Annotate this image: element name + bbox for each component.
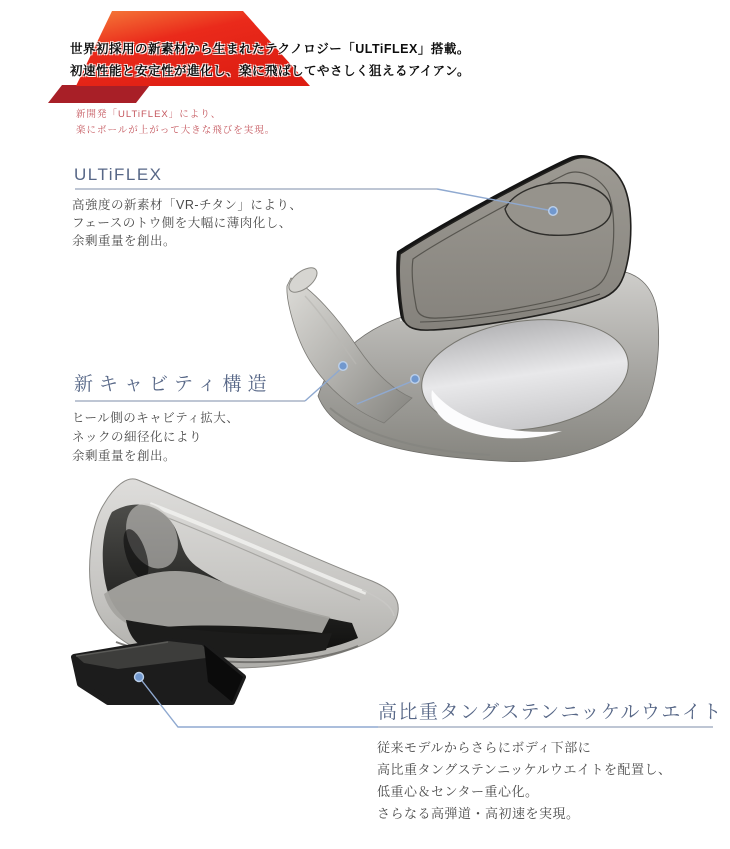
section-title-ultiflex: ULTiFLEX bbox=[74, 165, 163, 184]
section3-line-3: 低重心＆センター重心化。 bbox=[377, 784, 539, 799]
section3-line-1: 従来モデルからさらにボディ下部に bbox=[377, 740, 592, 755]
ultiflex-callout-dot bbox=[549, 207, 558, 216]
club-body bbox=[285, 263, 659, 461]
inner-sole-highlight bbox=[432, 390, 563, 438]
cavity-opening bbox=[414, 307, 635, 443]
ultiflex-leader-line bbox=[437, 189, 553, 211]
section1-line-2: フェースのトウ側を大幅に薄肉化し、 bbox=[72, 216, 292, 230]
banner-line-1: 世界初採用の新素材から生まれたテクノロジー「ULTiFLEX」搭載。 bbox=[70, 42, 470, 56]
hosel bbox=[287, 278, 412, 423]
intro-line-1: 新開発「ULTiFLEX」により、 bbox=[76, 109, 222, 120]
face-plate bbox=[396, 155, 631, 330]
section-title-new-cavity: 新キャビティ構造 bbox=[74, 374, 273, 395]
cavity-leader-line-cavity bbox=[357, 380, 415, 404]
diamond-marks bbox=[549, 276, 581, 287]
face-inset-line bbox=[412, 172, 614, 318]
cavity-callout-dot bbox=[411, 375, 420, 384]
section1-line-3: 余剰重量を創出。 bbox=[72, 234, 177, 248]
weight-callout-dot bbox=[135, 673, 144, 682]
hosel-cut-end bbox=[285, 263, 321, 297]
sole-step bbox=[104, 571, 330, 633]
bottom-club-illustration bbox=[0, 470, 730, 770]
toe-thin-zone bbox=[505, 183, 611, 236]
section-title-tungsten-weight: 高比重タングステンニッケルウエイト bbox=[378, 702, 723, 723]
section2-line-1: ヒール側のキャビティ拡大、 bbox=[72, 411, 240, 425]
intro-line-2: 楽にボールが上がって大きな飛びを実現。 bbox=[76, 125, 276, 136]
section3-line-2: 高比重タングステンニッケルウエイトを配置し、 bbox=[377, 762, 672, 777]
ribbon-accent-shape bbox=[48, 85, 150, 103]
weight-leader-line bbox=[139, 677, 378, 727]
heel-callout-dot bbox=[339, 362, 348, 371]
section2-line-2: ネックの細径化により bbox=[72, 430, 203, 444]
club-sole-body bbox=[90, 479, 399, 668]
section1-line-1: 高強度の新素材「VR-チタン」により、 bbox=[72, 198, 303, 212]
section2-line-3: 余剰重量を創出。 bbox=[72, 449, 177, 463]
banner-line-2: 初速性能と安定性が進化し、楽に飛ばしてやさしく狙えるアイアン。 bbox=[70, 64, 471, 78]
section3-line-4: さらなる高弾道・高初速を実現。 bbox=[377, 806, 580, 821]
tungsten-weight bbox=[74, 641, 243, 702]
cutaway-interior bbox=[103, 504, 358, 658]
cavity-leader-line-heel bbox=[305, 367, 343, 401]
